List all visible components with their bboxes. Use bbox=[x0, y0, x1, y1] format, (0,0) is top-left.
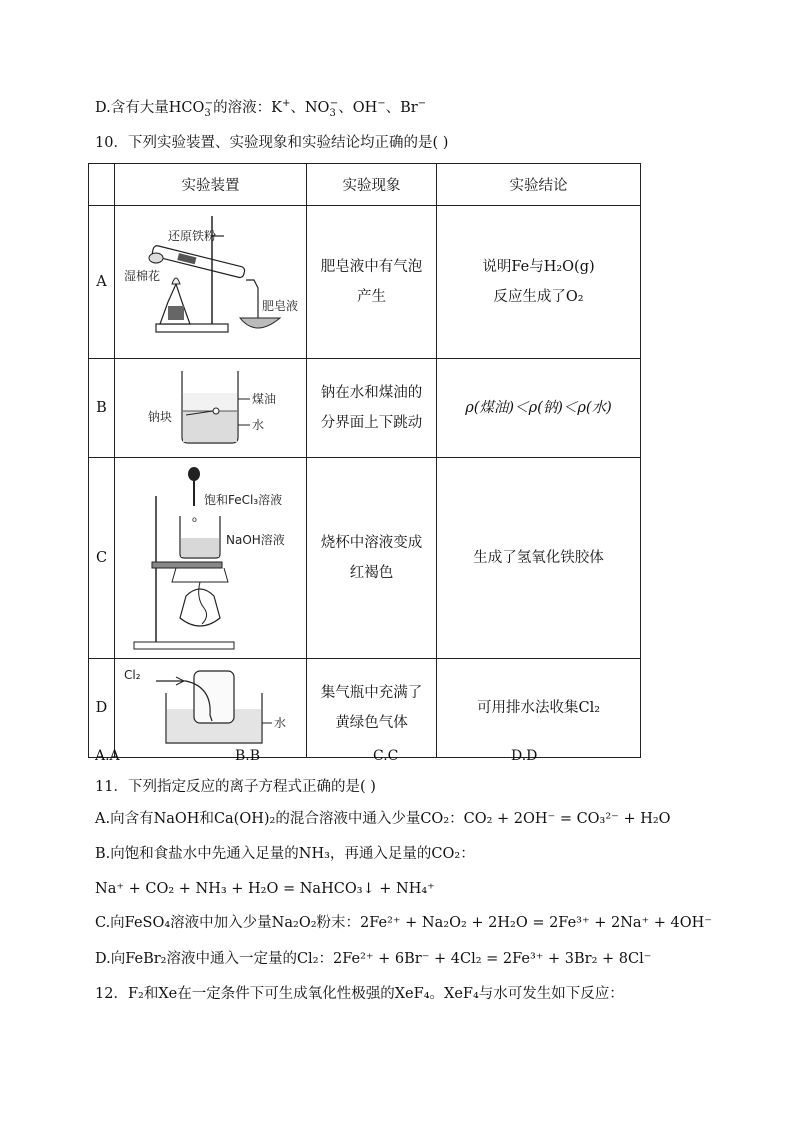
row-label: D bbox=[89, 659, 115, 758]
label-water: 水 bbox=[273, 716, 286, 730]
row-label: C bbox=[89, 458, 115, 659]
label-fecl3: 饱和FeCl₃溶液 bbox=[203, 493, 282, 507]
table-row: B 煤油 钠块 水 钠在水和煤油的 分界面上下跳动 ρ(煤油)＜ρ(钠)＜ρ(水) bbox=[89, 359, 641, 458]
svg-text:o: o bbox=[191, 515, 197, 524]
q11-option-c: C.向FeSO₄溶液中加入少量Na₂O₂粉末：2Fe²⁺ + Na₂O₂ + 2H₂O = 2Fe³⁺ + 2Na⁺ + 4OH⁻ bbox=[95, 915, 712, 931]
table-row: C o 饱和FeCl₃溶液 NaOH溶液 烧杯中溶液变成 红褐色 生成了氢氧化铁胶体 bbox=[89, 458, 641, 659]
label-kerosene: 煤油 bbox=[251, 392, 276, 406]
gas-collection bbox=[116, 659, 306, 753]
apparatus-figure-b bbox=[115, 359, 307, 458]
q10-stem: 10．下列实验装置、实验现象和实验结论均正确的是( ) bbox=[95, 135, 449, 151]
label-naoh: NaOH溶液 bbox=[225, 533, 285, 547]
sodium-beaker bbox=[116, 359, 306, 453]
q11-option-b-equation: Na⁺ + CO₂ + NH₃ + H₂O = NaHCO₃↓ + NH₄⁺ bbox=[95, 881, 435, 897]
label-cl2: Cl₂ bbox=[123, 668, 141, 682]
apparatus-figure-d bbox=[115, 659, 307, 758]
apparatus-figure-c bbox=[115, 458, 307, 659]
header-apparatus: 实验装置 bbox=[115, 164, 307, 206]
label-sodium: 钠块 bbox=[147, 410, 172, 424]
q9-option-d: D.含有大量$HCO_3^-$的溶液：K+、$NO_3^-$、OH−、Br− bbox=[95, 98, 427, 119]
header-conclusion: 实验结论 bbox=[437, 164, 641, 206]
q12-stem: 12．F₂和Xe在一定条件下可生成氧化性极强的XeF₄。XeF₄与水可发生如下反应： bbox=[95, 986, 624, 1002]
apparatus-figure-a bbox=[115, 206, 307, 359]
label-wet-cotton: 湿棉花 bbox=[123, 269, 160, 283]
choice-a[interactable]: A.A bbox=[95, 748, 120, 764]
header-phenomenon: 实验现象 bbox=[307, 164, 437, 206]
label-soap: 肥皂液 bbox=[261, 299, 298, 313]
q11-option-a: A.向含有NaOH和Ca(OH)₂的混合溶液中通入少量CO₂：CO₂ + 2OH⁻ = CO₃²⁻ + H₂O bbox=[95, 811, 671, 827]
choice-b[interactable]: B.B bbox=[235, 748, 261, 764]
row-label: A bbox=[89, 206, 115, 359]
experiment-table bbox=[88, 163, 641, 758]
choice-d[interactable]: D.D bbox=[511, 748, 538, 764]
table-row: A 还原铁粉 湿棉花 肥皂液 肥皂液中有气泡 产生 说明Fe与H₂O(g) 反应生成了O₂ bbox=[89, 206, 641, 359]
choice-c[interactable]: C.C bbox=[373, 748, 399, 764]
q11-option-b: B.向饱和食盐水中先通入足量的NH₃，再通入足量的CO₂： bbox=[95, 846, 475, 862]
q11-option-d: D.向FeBr₂溶液中通入一定量的Cl₂：2Fe²⁺ + 6Br⁻ + 4Cl₂ = 2Fe³⁺ + 3Br₂ + 8Cl⁻ bbox=[95, 951, 652, 967]
table-row: D Cl₂ 水 集气瓶中充满了 黄绿色气体 可用排水法收集Cl₂ bbox=[89, 659, 641, 758]
row-label: B bbox=[89, 359, 115, 458]
q11-stem: 11．下列指定反应的离子方程式正确的是( ) bbox=[95, 779, 376, 795]
table-header-row bbox=[89, 164, 641, 206]
colloid-apparatus bbox=[116, 458, 306, 654]
label-reduced-iron: 还原铁粉 bbox=[167, 229, 216, 243]
label-water: 水 bbox=[251, 418, 264, 432]
iron-steam-apparatus bbox=[116, 206, 306, 354]
